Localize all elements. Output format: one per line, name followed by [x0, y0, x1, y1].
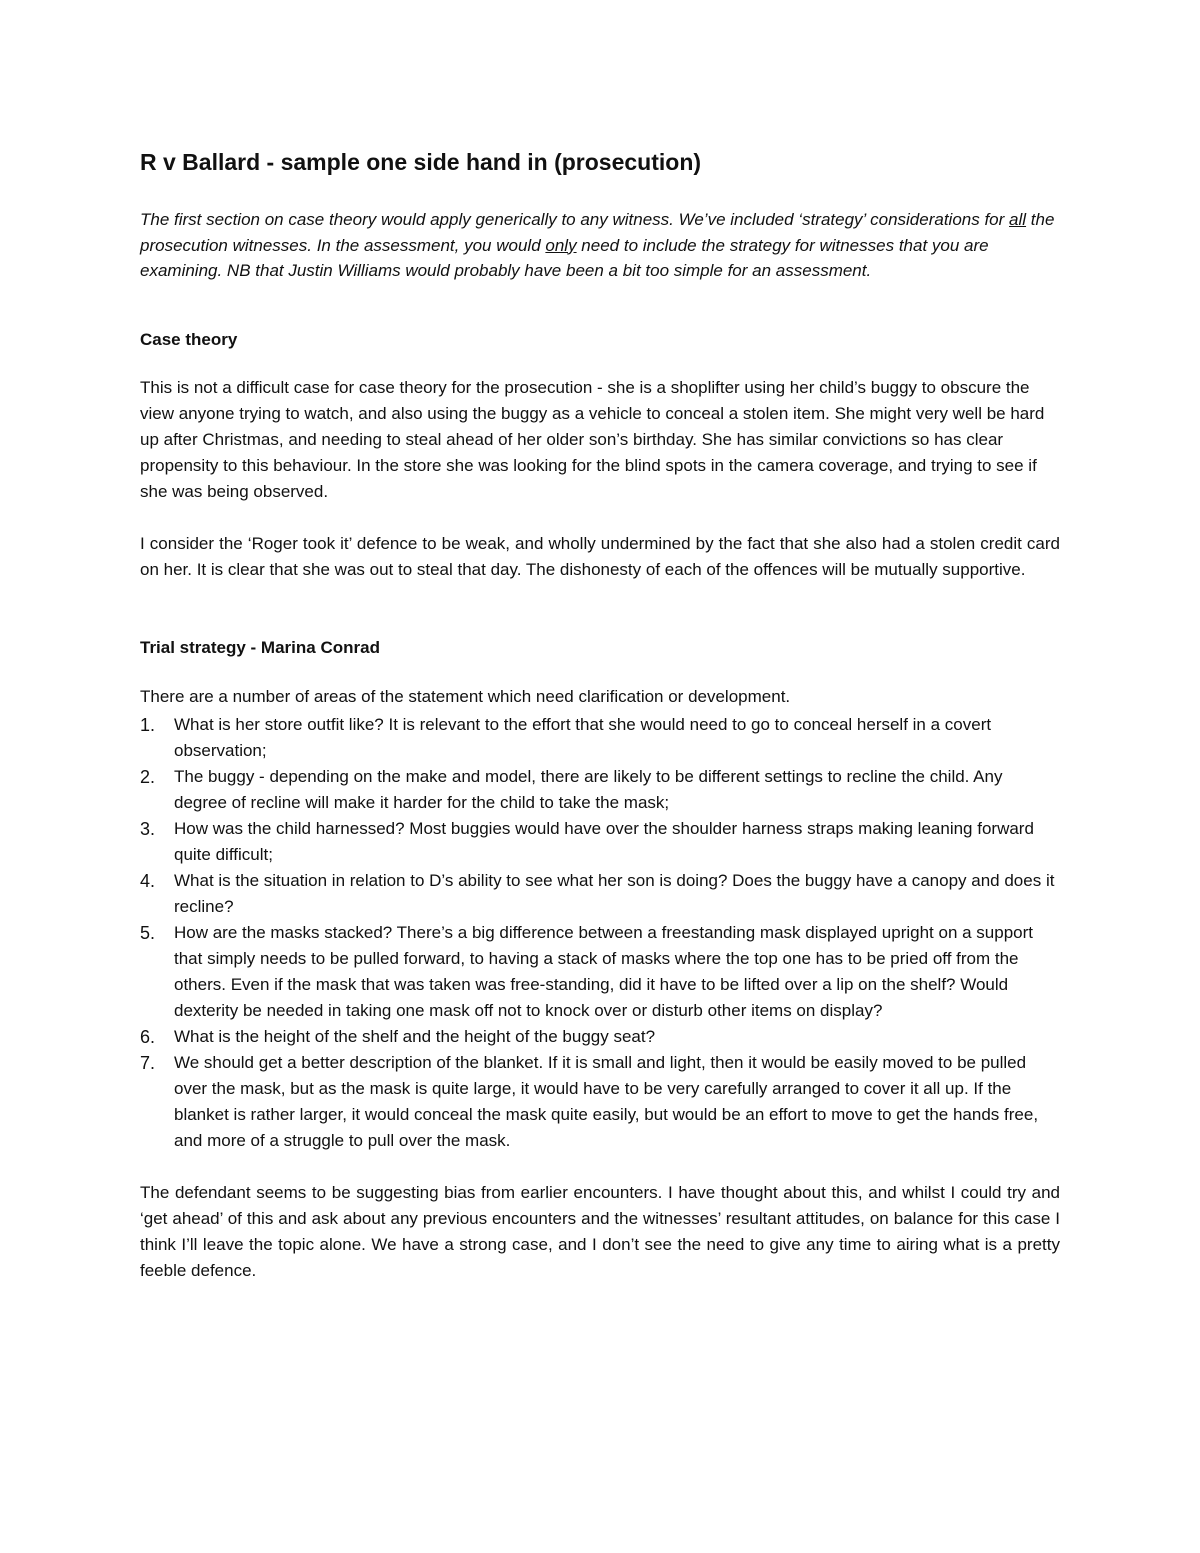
list-item	[140, 712, 1060, 764]
list-item	[140, 816, 1060, 868]
list-item	[140, 920, 1060, 1024]
list-item	[140, 1024, 1060, 1050]
intro-underline-all: all	[1009, 210, 1027, 229]
list-item	[140, 868, 1060, 920]
list-item-text: What is the situation in relation to D’s ability to see what her son is doing? Does the buggy have a canopy and does it recline?	[174, 870, 1055, 916]
intro-text-2: the prosecution witnesses. In the assessment, you would	[140, 210, 1055, 255]
list-item-text: We should get a better description of the blanket. If it is small and light, then it would be easily moved to be pulled over the mask, but as the mask is quite large, it would have to be very carefully arranged to cover it all up. If the blanket is rather larger, it would conceal the mask quite easily, but would be an effort to move to get the hands free, and more of a struggle to pull over the mask.	[174, 1052, 1039, 1150]
trial-strategy-intro: There are a number of areas of the statement which need clarification or development.	[140, 686, 791, 706]
list-item-number: 4.	[140, 870, 156, 891]
document-page	[140, 140, 1060, 1284]
list-item-number: 2.	[140, 766, 156, 787]
list-item-number: 6.	[140, 1026, 156, 1047]
list-item-text: What is her store outfit like? It is relevant to the effort that she would need to go to conceal herself in a covert observation;	[174, 714, 992, 760]
list-item-text: How are the masks stacked? There’s a big difference between a freestanding mask displayed upright on a support that simply needs to be pulled forward, to having a stack of masks where the top one has to be pried off from the others. Even if the mask that was taken was free-standing, did it have to be lifted over a lip on the shelf? Would dexterity be needed in taking one mask off not to knock over or disturb other items on display?	[174, 922, 1034, 1020]
case-theory-heading: Case theory	[140, 329, 238, 349]
list-item	[140, 764, 1060, 816]
list-item-number: 1.	[140, 714, 156, 735]
trial-strategy-heading: Trial strategy - Marina Conrad	[140, 637, 380, 657]
case-theory-paragraph-2: I consider the ‘Roger took it’ defence to be weak, and wholly undermined by the fact that she also had a stolen credit card on her. It is clear that she was out to steal that day. The dishonesty of each of the offences will be mutually supportive.	[140, 533, 1060, 579]
list-item-number: 7.	[140, 1052, 156, 1073]
list-item-number: 5.	[140, 922, 156, 943]
list-item-text: How was the child harnessed? Most buggies would have over the shoulder harness straps making leaning forward quite difficult;	[174, 818, 1034, 864]
strategy-list	[140, 712, 1060, 1154]
list-item-text: The buggy - depending on the make and model, there are likely to be different settings to recline the child. Any degree of recline will make it harder for the child to take the mask;	[174, 766, 1003, 812]
closing-paragraph: The defendant seems to be suggesting bias from earlier encounters. I have thought about this, and whilst I could try and ‘get ahead’ of this and ask about any previous encounters and the witnesses’ resultant attitudes, on balance for this case I think I’ll leave the topic alone. We have a strong case, and I don’t see the need to give any time to airing what is a pretty feeble defence.	[140, 1182, 1060, 1280]
intro-underline-only: only	[545, 235, 577, 255]
case-theory-paragraph-1: This is not a difficult case for case theory for the prosecution - she is a shoplifter using her child’s buggy to obscure the view anyone trying to watch, and also using the buggy as a vehicle to conceal a stolen item. She might very well be hard up after Christmas, and needing to steal ahead of her older son’s birthday. She has similar convictions so has clear propensity to this behaviour. In the store she was looking for the blind spots in the camera coverage, and trying to see if she was being observed.	[140, 377, 1045, 501]
list-item	[140, 1050, 1060, 1154]
document-title: R v Ballard - sample one side hand in (prosecution)	[140, 149, 702, 175]
list-item-number: 3.	[140, 818, 156, 839]
intro-text-1: The first section on case theory would apply generically to any witness. We’ve included ‘strategy’ considerations for	[140, 210, 1010, 229]
intro-text-3: need to include the strategy for witnesses that you are examining. NB that Justin Williams would probably have been a bit too simple for an assessment.	[140, 235, 989, 280]
intro-paragraph	[140, 207, 1060, 284]
list-item-text: What is the height of the shelf and the height of the buggy seat?	[174, 1026, 656, 1046]
